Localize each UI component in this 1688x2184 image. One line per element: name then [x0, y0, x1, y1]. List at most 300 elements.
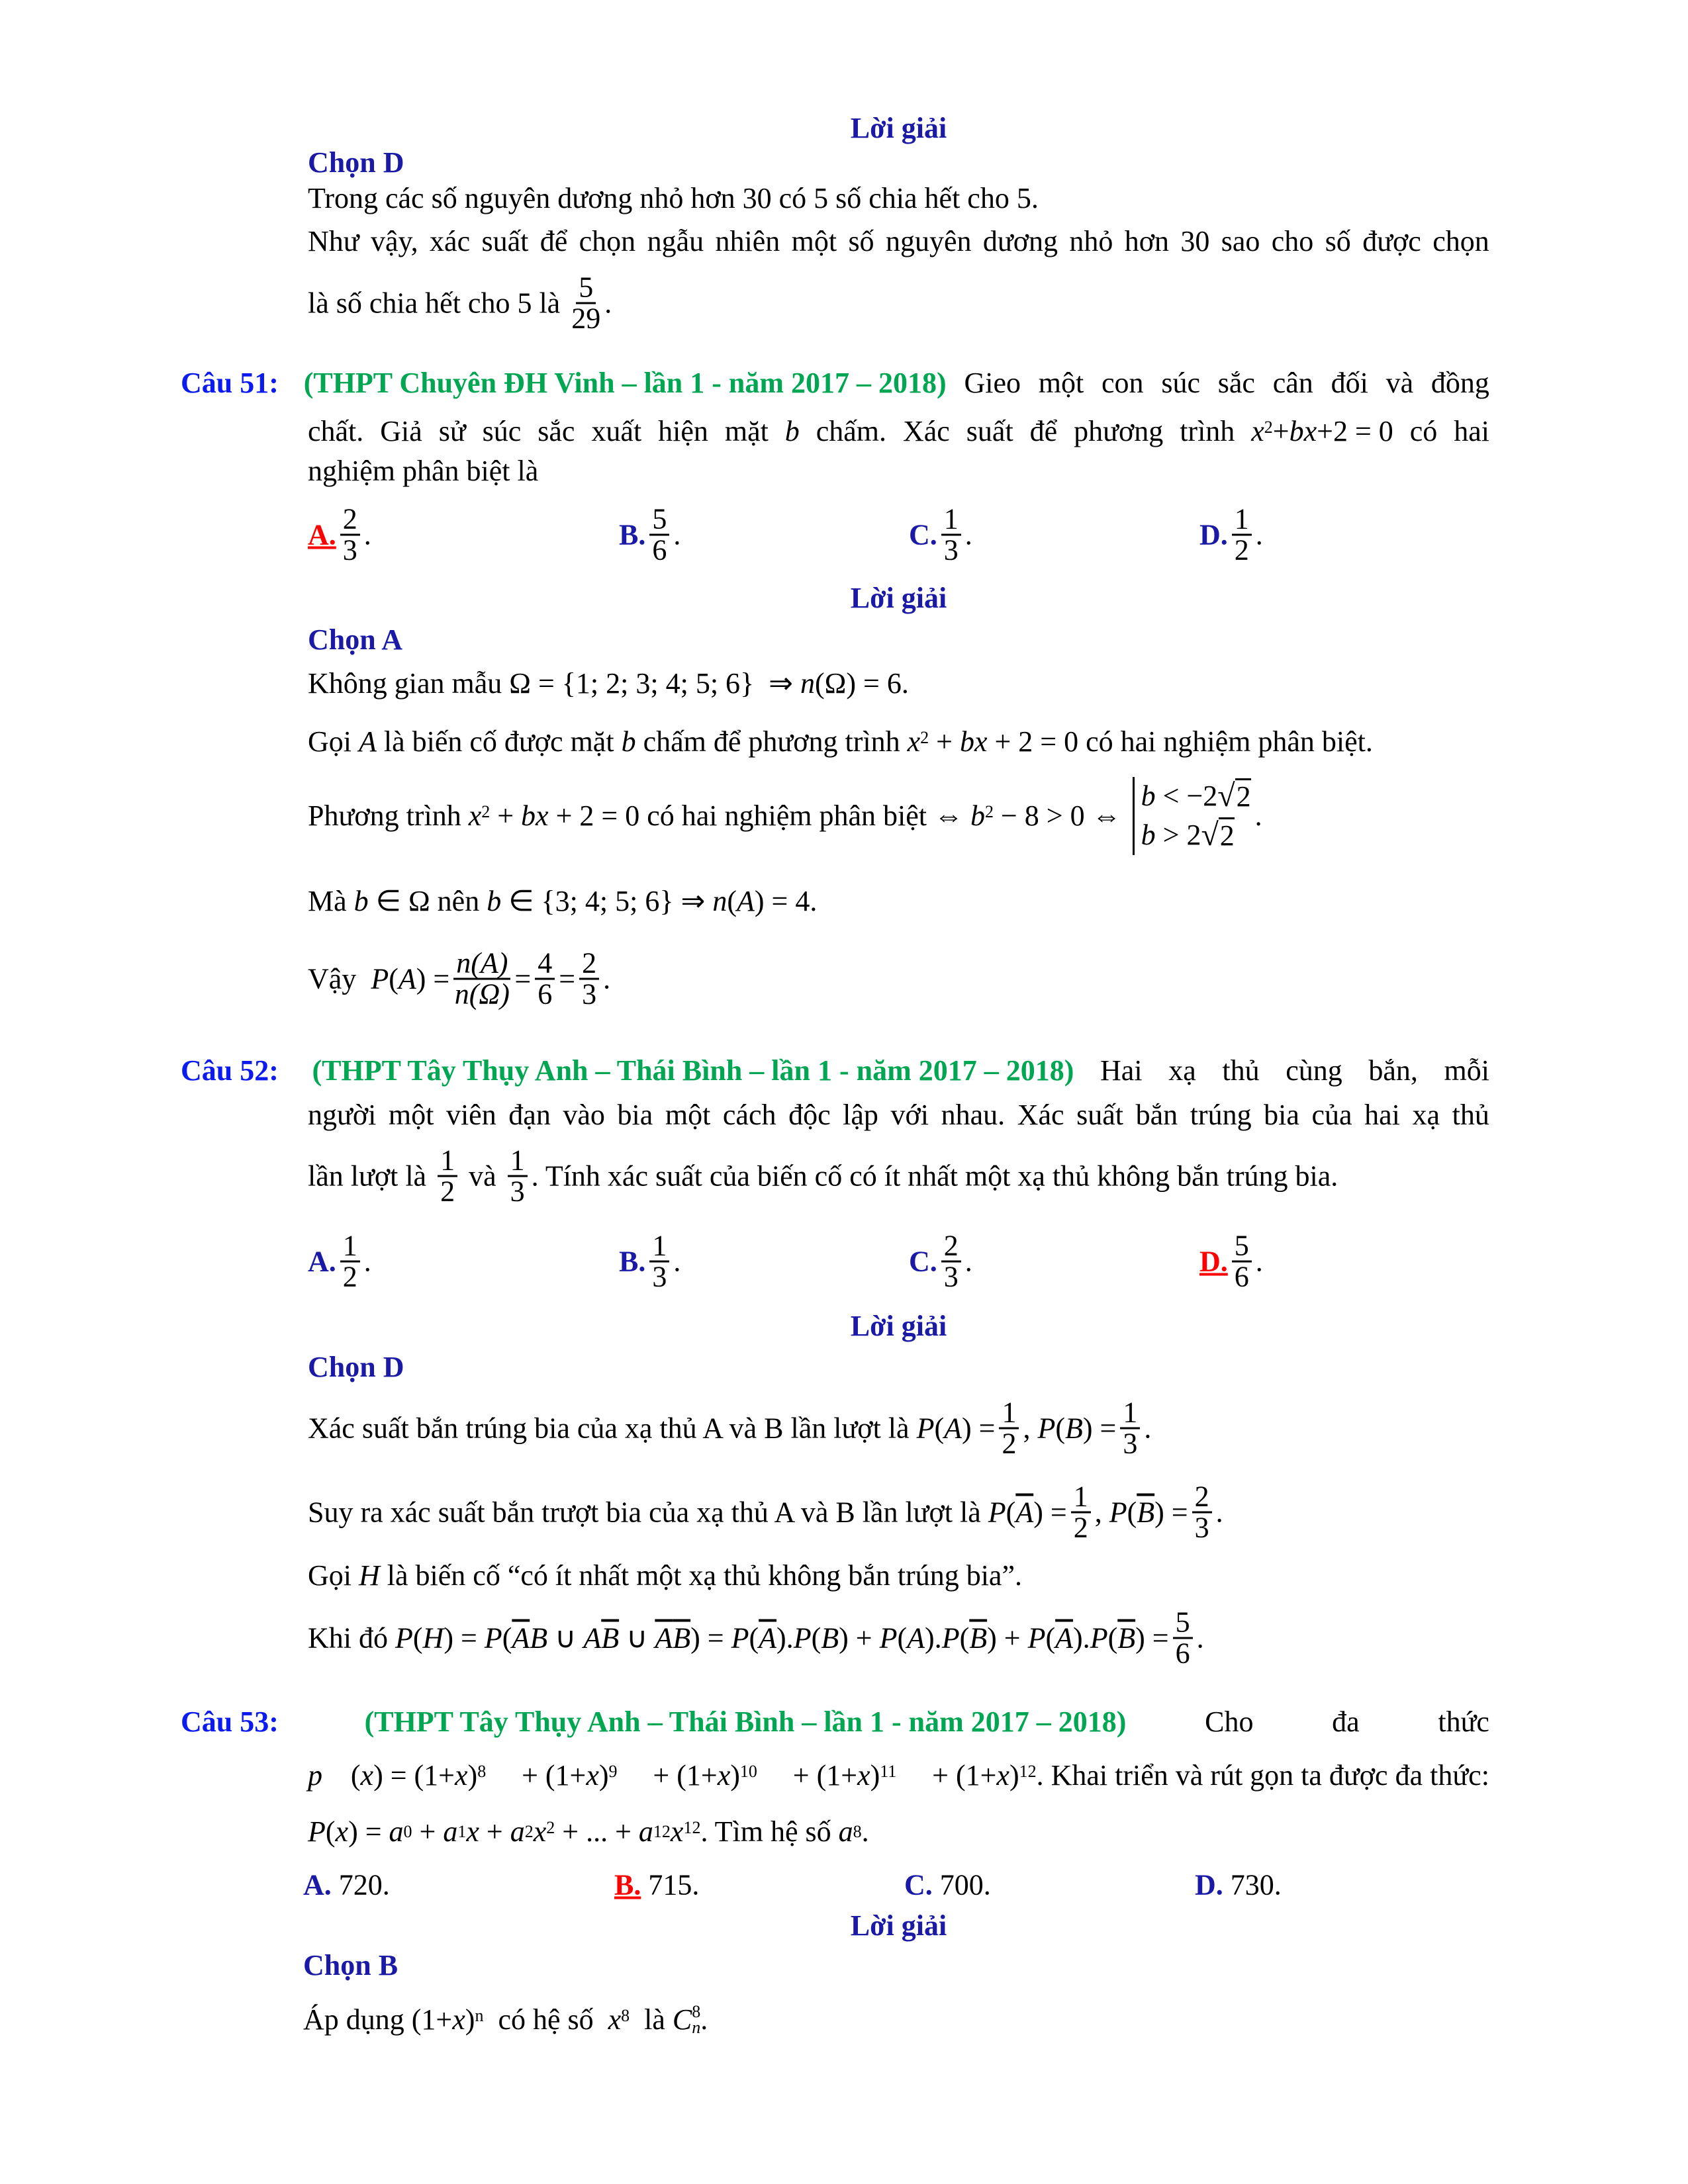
text: . [363, 518, 371, 551]
text: ( [389, 962, 399, 995]
word [389, 1097, 434, 1134]
text: Xác [903, 415, 950, 447]
fraction [1120, 1398, 1140, 1459]
math-variable: x [857, 1759, 870, 1792]
text: . [1255, 518, 1263, 551]
overlined-variable: $\overline{A}$ [1055, 1621, 1074, 1654]
math-variable: b [970, 799, 985, 832]
answer-option-a[interactable] [308, 1229, 371, 1293]
text: . [964, 1245, 972, 1278]
option-letter: D. [1199, 518, 1228, 551]
numerator: 1 [438, 1146, 457, 1177]
word [1074, 413, 1163, 450]
text: ( [1006, 1496, 1016, 1528]
chosen-answer: Chọn D [308, 1351, 404, 1383]
text: ) [730, 1759, 740, 1792]
denominator: 29 [571, 302, 601, 335]
answer-option-d[interactable] [1199, 502, 1263, 567]
overlined-variable: $\overline{B}$ [1117, 1621, 1136, 1654]
word [903, 413, 950, 450]
question-label: Câu 52: [181, 1054, 286, 1087]
answer-option-c[interactable] [904, 1868, 991, 1902]
word [439, 413, 466, 450]
word [1030, 413, 1058, 450]
text: mỗi [1444, 1054, 1489, 1087]
math-variable: a [389, 1815, 404, 1848]
text: bắn [1135, 1099, 1178, 1131]
word [181, 365, 286, 402]
text: có hệ số [483, 2003, 608, 2036]
math-variable: A [907, 1621, 925, 1654]
text: bắn, [1368, 1054, 1418, 1087]
text: vậy, [371, 225, 418, 257]
text: Gọi [308, 725, 359, 758]
text: Phương trình [308, 799, 469, 832]
text: lập [843, 1099, 878, 1131]
question-header [181, 1052, 1489, 1089]
text: ( [959, 1621, 970, 1654]
denominator: 6 [538, 978, 553, 1011]
subscript: 0 [403, 1822, 412, 1841]
math-variable: B [1065, 1412, 1083, 1444]
text: ) = [690, 1621, 731, 1654]
text: ) + [987, 1621, 1028, 1654]
numerator: 1 [1071, 1482, 1091, 1514]
question-header [181, 1704, 1489, 1741]
answer-option-d[interactable] [1195, 1868, 1282, 1902]
math-variable: A [583, 1621, 602, 1654]
text: ) = [444, 1621, 485, 1654]
math-variable: x [670, 1815, 684, 1848]
text: Áp dụng (1+ [303, 2003, 453, 2036]
subscript: 12 [653, 1822, 671, 1841]
text: ∈ {3; 4; 5; 6} ⇒ [501, 885, 713, 917]
chosen-answer: Chọn B [303, 1949, 399, 1981]
answer-option-b[interactable] [619, 1229, 681, 1293]
option-letter: B. [614, 1868, 641, 1901]
text: . [700, 2003, 708, 2036]
fraction [340, 502, 360, 567]
text-line [308, 1146, 1338, 1206]
word [848, 223, 874, 260]
answer-option-a[interactable] [308, 502, 371, 567]
word [725, 413, 769, 450]
text-line [308, 777, 1262, 855]
text: . Tìm hệ số [700, 1815, 839, 1848]
text: ). [776, 1621, 794, 1654]
option-letter: A. [303, 1868, 332, 1901]
math-variable: a [638, 1815, 653, 1848]
text: chất. [308, 415, 364, 447]
superscript: 2 [920, 728, 929, 747]
text: thức [1438, 1706, 1489, 1738]
text: . Khai triển và rút gọn ta được đa thức: [1036, 1759, 1489, 1792]
radicand: 2 [1235, 778, 1251, 813]
text: ( [897, 1621, 908, 1654]
word [371, 223, 418, 260]
text: một [791, 225, 837, 257]
text: ) [870, 1759, 880, 1792]
numerator: 1 [941, 505, 961, 536]
text: + (1+ [645, 1759, 718, 1792]
text: đạn [508, 1099, 551, 1131]
math-variable: A [736, 885, 755, 917]
word [1251, 413, 1393, 450]
text: Gieo [964, 367, 1021, 399]
text: với [890, 1099, 929, 1131]
text: sắc [1217, 367, 1255, 399]
text-line [308, 1349, 404, 1386]
solution-heading: Lời giải [850, 1310, 947, 1342]
word [563, 1097, 605, 1134]
word [792, 223, 837, 260]
text: ( [727, 885, 737, 917]
question-source: (THPT Chuyên ĐH Vinh – lần 1 - năm 2017 – 2018) [303, 367, 947, 399]
solution-title [308, 110, 1489, 147]
text: viên [445, 1099, 496, 1131]
word [966, 413, 1013, 450]
text: đa [1332, 1706, 1360, 1738]
word [1168, 1052, 1196, 1089]
text-line [308, 1757, 1489, 1794]
text: cân [1272, 367, 1313, 399]
overlined-variable: $\overline{A}$ [759, 1621, 777, 1654]
math-variable: bx [521, 799, 549, 832]
text-line [308, 223, 1489, 260]
answer-option-b[interactable] [614, 1868, 699, 1902]
fraction [1192, 1482, 1212, 1543]
math-variable: b [353, 885, 369, 917]
word [788, 1097, 831, 1134]
text: . [964, 518, 972, 551]
word [1331, 365, 1368, 402]
text: ) = [1135, 1621, 1169, 1654]
math-variable: p [308, 1759, 322, 1792]
numerator: 2 [579, 949, 599, 980]
word [658, 413, 708, 450]
text: chọn [579, 225, 636, 257]
fraction [453, 946, 510, 1011]
math-variable: P [1109, 1496, 1127, 1528]
text: một [665, 1099, 711, 1131]
text-line [308, 273, 612, 334]
text: bia [1264, 1099, 1299, 1131]
text: chọn [1432, 225, 1489, 257]
option-letter: A. [308, 518, 336, 551]
denominator: 6 [652, 533, 667, 567]
word [647, 223, 704, 260]
word [181, 1704, 286, 1741]
text: một [388, 1099, 434, 1131]
text: hai [1454, 415, 1489, 447]
math-variable: P [793, 1621, 812, 1654]
option-letter: C. [904, 1868, 933, 1901]
word [1161, 365, 1200, 402]
radicand: 2 [1219, 817, 1235, 852]
text: súc [1161, 367, 1200, 399]
word [1205, 1704, 1253, 1741]
text: sao [1221, 225, 1260, 257]
math-variable: P [1090, 1621, 1108, 1654]
denominator: 6 [1175, 1637, 1190, 1670]
text: ) [1009, 1759, 1019, 1792]
overlined-variable: $\overline{B}$ [673, 1621, 691, 1654]
text: Xác [1017, 1099, 1064, 1131]
math-variable: x [452, 2003, 465, 2036]
text: nhiên [715, 225, 780, 257]
text: . Tính xác suất của biến cố có ít nhất một xạ thủ không bắn trúng bia. [531, 1160, 1338, 1192]
fraction [1232, 502, 1252, 567]
text: 730. [1223, 1868, 1282, 1901]
math-variable: a [510, 1815, 525, 1848]
answer-option-c[interactable] [909, 502, 972, 567]
text: ) + [839, 1621, 880, 1654]
word [181, 1052, 286, 1089]
math-variable: b [621, 725, 636, 758]
text: chấm. [816, 415, 887, 447]
text: thủ [1452, 1099, 1489, 1131]
text: , [1094, 1496, 1109, 1528]
text: ( [1055, 1412, 1066, 1444]
text: . [1196, 1621, 1204, 1654]
option-letter: D. [1195, 1868, 1223, 1901]
math-variable: P [395, 1621, 413, 1654]
text: . [1215, 1496, 1223, 1528]
fraction [438, 1146, 457, 1206]
numerator: 1 [999, 1398, 1019, 1430]
math-variable: x [533, 1815, 547, 1848]
text: cách [722, 1099, 776, 1131]
math-variable: A [359, 725, 377, 758]
fraction [999, 1398, 1019, 1459]
math-variable: x [335, 1815, 349, 1848]
text-line [308, 1608, 1204, 1668]
word [483, 413, 522, 450]
denominator: 2 [440, 1175, 455, 1208]
word [1102, 365, 1144, 402]
question-label: Câu 53: [181, 1706, 286, 1738]
text: ) = [1082, 1412, 1117, 1444]
text: ) = [1154, 1496, 1188, 1528]
text: của [1311, 1099, 1352, 1131]
text: . [603, 962, 611, 995]
word [941, 1097, 1006, 1134]
answer-option-d[interactable] [1199, 1229, 1263, 1293]
text: . [861, 1815, 869, 1848]
subscript: 8 [853, 1822, 862, 1841]
math-variable: P [731, 1621, 749, 1654]
word [1100, 1052, 1143, 1089]
text: + ... + [555, 1815, 639, 1848]
math-variable: x [466, 1815, 479, 1848]
text: ( [325, 1815, 336, 1848]
text-line [308, 723, 1373, 760]
math-variable: B [821, 1621, 839, 1654]
denominator: 2 [1073, 1511, 1088, 1544]
text: ∪ [547, 1621, 584, 1654]
superscript: 9 [608, 1762, 618, 1781]
subscript: n [692, 2018, 701, 2037]
word [665, 1097, 710, 1134]
text: đồng [1430, 367, 1489, 399]
square-root [1217, 777, 1250, 816]
numerator: 2 [1192, 1482, 1212, 1514]
equation-system [1133, 777, 1251, 855]
text: 30 [1180, 225, 1210, 257]
word [723, 1097, 776, 1134]
word [1218, 365, 1255, 402]
word [540, 223, 568, 260]
text: người [308, 1099, 377, 1131]
text: là [630, 2003, 673, 2036]
word [1454, 413, 1489, 450]
text: + 2 = 0 có hai nghiệm phân biệt. [987, 725, 1373, 758]
text-line [308, 144, 404, 181]
word [1325, 223, 1351, 260]
text-line [308, 413, 1489, 450]
text: cùng [1286, 1054, 1342, 1087]
math-variable: a [838, 1815, 853, 1848]
math-variable: P [1037, 1412, 1056, 1444]
word [1222, 1052, 1259, 1089]
text: ) = [416, 962, 450, 995]
fraction [340, 1229, 360, 1293]
solution-title [308, 580, 1489, 617]
superscript: 11 [880, 1762, 897, 1781]
text-line [308, 665, 909, 702]
numerator: 5 [649, 505, 669, 536]
numerator: 5 [1173, 1608, 1193, 1639]
word [514, 1757, 617, 1794]
word [1076, 1097, 1123, 1134]
word [1452, 1097, 1489, 1134]
math-variable: b [1141, 780, 1156, 812]
word [1069, 223, 1113, 260]
word [886, 223, 972, 260]
text: trình [1180, 415, 1235, 447]
text: Mà [308, 885, 354, 917]
math-variable: x [907, 725, 921, 758]
math-variable: P [308, 1815, 326, 1848]
denominator: n(Ω) [454, 978, 510, 1011]
word [1432, 223, 1489, 260]
text: số [1325, 225, 1351, 257]
text: ) = [962, 1412, 996, 1444]
word [1264, 1097, 1299, 1134]
text: vào [563, 1099, 605, 1131]
word [1286, 1052, 1342, 1089]
overlined-variable: $\overline{A}$ [512, 1621, 530, 1654]
word [1136, 1097, 1178, 1134]
question-label: Câu 51: [181, 367, 286, 399]
math-variable: x [608, 2003, 622, 2036]
word [579, 223, 636, 260]
subscript: 1 [457, 1822, 467, 1841]
fraction [579, 946, 599, 1011]
text: là số chia hết cho 5 là [308, 287, 568, 319]
text: đối [1331, 367, 1368, 399]
text: Gọi [308, 1559, 359, 1592]
math-variable: n [800, 667, 816, 700]
text-line [308, 1557, 1022, 1594]
text: ) [598, 1759, 609, 1792]
text: ngẫu [647, 225, 704, 257]
denominator: 3 [1194, 1511, 1209, 1544]
text-line [308, 1813, 869, 1850]
denominator: 2 [1002, 1427, 1017, 1460]
solution-title [308, 1907, 1489, 1944]
text: con [1102, 367, 1144, 399]
text: suất [1076, 1099, 1124, 1131]
text: sắc [538, 415, 575, 447]
answer-option-a[interactable] [303, 1868, 390, 1902]
text: một [1038, 367, 1084, 399]
text: Như [308, 225, 359, 257]
math-variable: P [941, 1621, 960, 1654]
numerator: 1 [508, 1146, 528, 1177]
word [308, 413, 363, 450]
text: ) = [1033, 1496, 1067, 1528]
text: trúng [1190, 1099, 1252, 1131]
text: . [604, 287, 612, 319]
text: hai [1364, 1099, 1400, 1131]
denominator: 3 [943, 1260, 959, 1293]
text: . [673, 1245, 681, 1278]
word [891, 1097, 929, 1134]
superscript: 8 [621, 2006, 630, 2025]
numerator: 5 [576, 273, 596, 304]
numerator: 1 [340, 1232, 360, 1263]
text: là biến cố được mặt [376, 725, 622, 758]
answer-option-c[interactable] [909, 1229, 972, 1293]
superscript: n [475, 2006, 484, 2025]
word [481, 223, 528, 260]
word [508, 1097, 551, 1134]
text: Suy ra xác suất bắn trượt bia của xạ thủ A và B lần lượt là [308, 1496, 988, 1528]
text: ( [1045, 1621, 1056, 1654]
text-line [308, 180, 1039, 217]
text: suất [966, 415, 1013, 447]
math-variable: a [443, 1815, 458, 1848]
text: ) = (1+ [373, 1759, 455, 1792]
text: xác [430, 225, 471, 257]
math-variable: H [359, 1559, 380, 1592]
overlined-variable: $\overline{B}$ [1137, 1496, 1155, 1528]
word [983, 223, 1058, 260]
text: . [363, 1245, 371, 1278]
denominator: 3 [1123, 1427, 1138, 1460]
text: để [1029, 415, 1058, 447]
math-variable: n [712, 885, 727, 917]
superscript: 2 [481, 802, 491, 821]
math-variable: P [371, 962, 389, 995]
text: + (1+ [514, 1759, 586, 1792]
text: ). [925, 1621, 942, 1654]
text: + [1272, 415, 1289, 447]
text: + [479, 1815, 510, 1848]
text: nhau. [941, 1099, 1006, 1131]
solution-title [308, 1308, 1489, 1345]
denominator: 3 [582, 978, 597, 1011]
answer-option-b[interactable] [619, 502, 681, 567]
math-variable: H [422, 1621, 444, 1654]
option-letter: A. [308, 1245, 336, 1278]
text: ( [502, 1621, 512, 1654]
fraction [649, 502, 669, 567]
superscript: 12 [683, 1818, 701, 1837]
system-row [1141, 777, 1251, 816]
fraction [649, 1229, 669, 1293]
